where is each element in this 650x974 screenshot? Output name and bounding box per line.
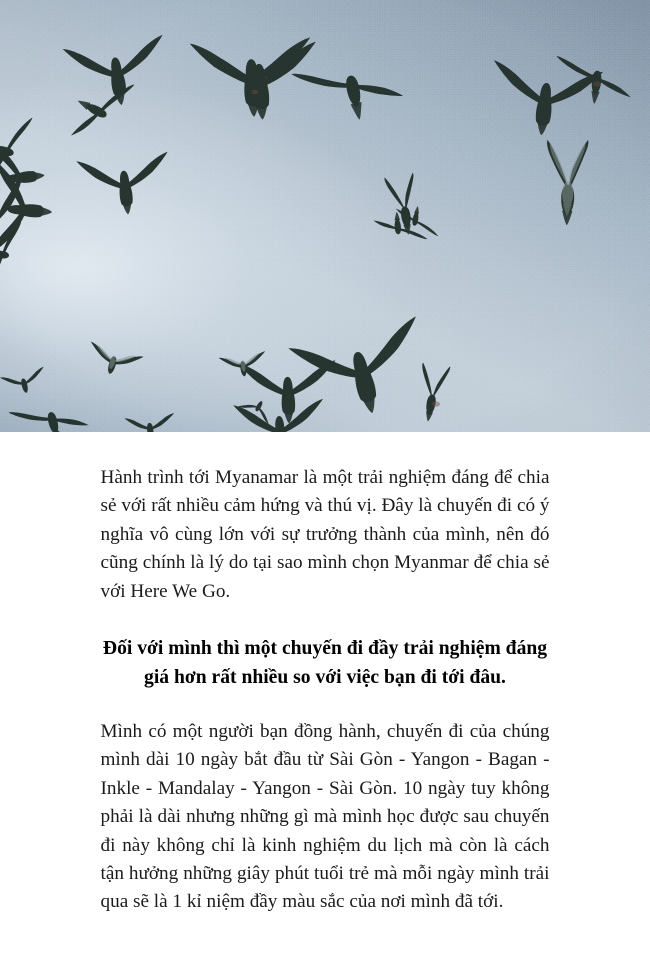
vignette-overlay (0, 0, 650, 432)
pullquote: Đối với mình thì một chuyến đi đầy trải nghiệm đáng giá hơn rất nhiều so với việc bạn đi tới đâu. (102, 638, 548, 689)
article-body (0, 432, 650, 917)
paragraph-intro: Hành trình tới Myanamar là một trải nghiệm đáng để chia sẻ với rất nhiều cảm hứng và thú vị. Đây là chuyến đi có ý nghĩa vô cùng lớn với sự trưởng thành của mình, nên đó cũng chính là lý do tại sao mình chọn Myanmar để chia sẻ với Here We Go. (100, 467, 550, 602)
paragraph-spacer (101, 606, 550, 634)
paragraph-spacer (101, 692, 550, 718)
paragraph-itinerary: Mình có một người bạn đồng hành, chuyến đi của chúng mình dài 10 ngày bắt đầu từ Sài Gòn - Yangon - Bagan - Inkle - Mandalay - Yangon - Sài Gòn. 10 ngày tuy không phải là dài nhưng những gì mà mình học được sau chuyến đi này không chỉ là kinh nghiệm du lịch mà còn là cách tận hưởng những giây phút tuổi trẻ mà mỗi ngày mình trải qua sẽ là 1 kỉ niệm đầy màu sắc của nơi mình đã tới. (100, 721, 550, 913)
hero-photo (0, 0, 650, 432)
text-column (101, 464, 550, 917)
